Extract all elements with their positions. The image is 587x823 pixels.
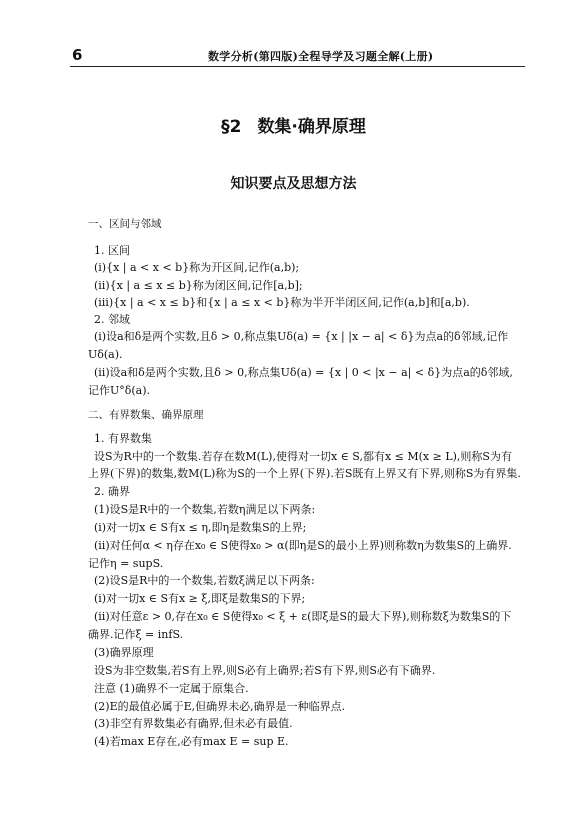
text-line: 1. 有界数集 bbox=[94, 432, 152, 445]
text-line: 注意 (1)确界不一定属于原集合. bbox=[94, 682, 249, 695]
subsection-title: 知识要点及思想方法 bbox=[230, 176, 357, 192]
text-line: (2)设S是R中的一个数集,若数ξ满足以下两条: bbox=[94, 574, 315, 587]
text-line: Uδ(a). bbox=[88, 348, 123, 361]
text-line: (4)若max E存在,必有max E = sup E. bbox=[94, 735, 289, 748]
text-line: (ⅱ)设a和δ是两个实数,且δ > 0,称点集Uδ(a) = {x | 0 < |x − a| < δ}为点a的δ邻域, bbox=[94, 366, 513, 379]
text-line: (ⅰ){x | a < x < b}称为开区间,记作(a,b); bbox=[94, 261, 300, 274]
section-title bbox=[0, 112, 587, 137]
text-line: (ⅰ)对一切x ∈ S有x ≤ η,即η是数集S的上界; bbox=[94, 521, 307, 534]
text-line: (ⅱ){x | a ≤ x ≤ b}称为闭区间,记作[a,b]; bbox=[94, 279, 303, 292]
page-number: 6 bbox=[72, 46, 83, 64]
text-line: (3)非空有界数集必有确界,但未必有最值. bbox=[94, 717, 293, 730]
section-number: §2 bbox=[221, 117, 242, 137]
text-line: (ⅱ)对任意ε > 0,存在x₀ ∈ S使得x₀ < ξ + ε(即ξ是S的最大下界),则称数ξ为数集S的下 bbox=[94, 610, 512, 623]
text-line: 记作U°δ(a). bbox=[88, 384, 151, 397]
running-title: 数学分析(第四版)全程导学及习题全解(上册) bbox=[208, 50, 434, 63]
text-line: 设S为非空数集,若S有上界,则S必有上确界;若S有下界,则S必有下确界. bbox=[94, 664, 436, 677]
section-heading: 一、区间与邻域 bbox=[88, 218, 162, 230]
text-line: 2. 确界 bbox=[94, 485, 130, 498]
text-line: (ⅲ){x | a < x ≤ b}和{x | a ≤ x < b}称为半开半闭区间,记作(a,b]和[a,b). bbox=[94, 296, 470, 309]
text-line: 上界(下界)的数集,数M(L)称为S的一个上界(下界).若S既有上界又有下界,则称S为有界集. bbox=[88, 467, 521, 480]
text-line: (1)设S是R中的一个数集,若数η满足以下两条: bbox=[94, 503, 316, 516]
text-line: (ⅰ)设a和δ是两个实数,且δ > 0,称点集Uδ(a) = {x | |x − a| < δ}为点a的δ邻域,记作 bbox=[94, 330, 509, 343]
text-line: (3)确界原理 bbox=[94, 646, 154, 659]
text-line: (ⅰ)对一切x ∈ S有x ≥ ξ,即ξ是数集S的下界; bbox=[94, 592, 306, 605]
text-line: 设S为R中的一个数集.若存在数M(L),使得对一切x ∈ S,都有x ≤ M(x ≥ L),则称S为有 bbox=[94, 450, 512, 463]
text-line: (ⅱ)对任何α < η存在x₀ ∈ S使得x₀ > α(即η是S的最小上界)则称数η为数集S的上确界. bbox=[94, 539, 512, 552]
text-line: 记作η = supS. bbox=[88, 557, 164, 570]
text-line: (2)E的最值必属于E,但确界未必,确界是一种临界点. bbox=[94, 700, 346, 713]
running-header bbox=[70, 46, 525, 67]
text-line: 2. 邻域 bbox=[94, 313, 130, 326]
section-name: 数集·确界原理 bbox=[257, 117, 366, 137]
section-heading: 二、有界数集、确界原理 bbox=[88, 409, 204, 421]
text-line: 1. 区间 bbox=[94, 244, 130, 257]
text-line: 确界.记作ξ = infS. bbox=[88, 628, 184, 641]
